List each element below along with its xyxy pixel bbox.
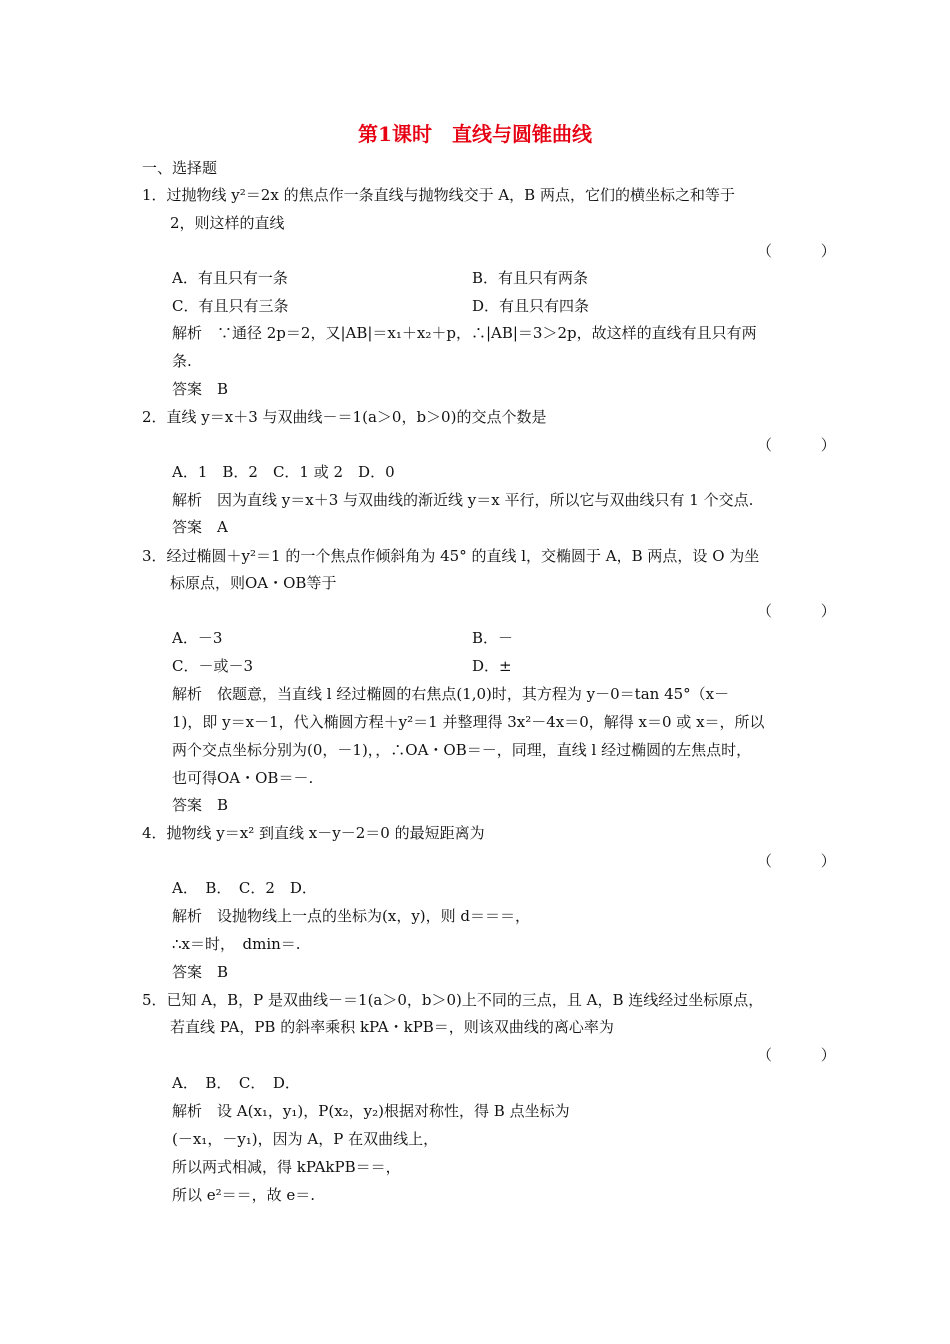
q1-option-d: D．有且只有四条 — [472, 297, 590, 315]
q3-stem-line1: 3．经过椭圆＋y²＝1 的一个焦点作倾斜角为 45° 的直线 l，交椭圆于 A，B 两点，设 O 为坐 — [142, 547, 760, 565]
q3-solution-line3: 两个交点坐标分别为(0，－1)，，∴OA・OB＝－，同理，直线 l 经过椭圆的左焦点时， — [172, 741, 752, 759]
q2-options: A．1 B．2 C．1 或 2 D．0 — [172, 463, 395, 481]
q1-option-c: C．有且只有三条 — [172, 297, 289, 315]
q3-option-b: B．－ — [472, 629, 514, 647]
q5-answer-bracket: （ ） — [757, 1046, 858, 1064]
q4-answer-bracket: （ ） — [757, 852, 858, 870]
q3-option-d: D．± — [472, 657, 512, 675]
q1-stem-line2: 2，则这样的直线 — [170, 214, 285, 232]
q4-answer: 答案 B — [172, 963, 229, 981]
q1-stem-line1: 1．过抛物线 y²＝2x 的焦点作一条直线与抛物线交于 A，B 两点，它们的横坐标之和等于 — [142, 186, 735, 204]
q1-answer: 答案 B — [172, 380, 229, 398]
q3-solution-line4: 也可得OA・OB＝－. — [172, 769, 314, 787]
q4-options: A． B． C．2 D． — [172, 879, 317, 897]
q1-answer-bracket: （ ） — [757, 242, 858, 260]
q3-solution-line1: 解析 依题意，当直线 l 经过椭圆的右焦点(1,0)时，其方程为 y－0＝tan 45°（x－ — [172, 685, 730, 703]
q1-option-b: B．有且只有两条 — [472, 269, 589, 287]
q3-solution-line2: 1)，即 y＝x－1，代入椭圆方程＋y²＝1 并整理得 3x²－4x＝0，解得 x＝0 或 x＝，所以 — [172, 713, 765, 731]
q1-solution-line1: 解析 ∵通径 2p＝2，又|AB|＝x₁＋x₂＋p，∴|AB|＝3＞2p，故这样的直线有且只有两 — [172, 324, 757, 342]
q2-answer: 答案 A — [172, 518, 228, 536]
q4-stem-line1: 4．抛物线 y＝x² 到直线 x－y－2＝0 的最短距离为 — [142, 824, 485, 842]
q5-solution-line2: (－x₁，－y₁)，因为 A，P 在双曲线上， — [172, 1130, 439, 1148]
q1-solution-line2: 条. — [172, 352, 192, 370]
q5-solution-line4: 所以 e²＝＝，故 e＝. — [172, 1186, 316, 1204]
q5-options: A． B． C． D． — [172, 1074, 300, 1092]
q2-answer-bracket: （ ） — [757, 436, 858, 454]
q2-solution-line1: 解析 因为直线 y＝x＋3 与双曲线的渐近线 y＝x 平行，所以它与双曲线只有 1 个交点. — [172, 491, 754, 509]
q5-solution-line1: 解析 设 A(x₁，y₁)，P(x₂，y₂)根据对称性，得 B 点坐标为 — [172, 1102, 570, 1120]
q1-option-a: A．有且只有一条 — [172, 269, 288, 287]
q3-stem-line2: 标原点，则OA・OB等于 — [170, 574, 337, 592]
q4-solution-line1: 解析 设抛物线上一点的坐标为(x，y)，则 d＝＝＝， — [172, 907, 531, 925]
q5-stem-line1: 5．已知 A，B，P 是双曲线－＝1(a＞0，b＞0)上不同的三点，且 A，B 连线经过坐标原点， — [142, 991, 764, 1009]
q3-option-c: C．－或－3 — [172, 657, 254, 675]
q4-solution-line2: ∴x＝时， dmin＝. — [172, 935, 301, 953]
q3-answer: 答案 B — [172, 796, 229, 814]
page-title: 第1课时 直线与圆锥曲线 — [358, 122, 592, 146]
q2-stem-line1: 2．直线 y＝x＋3 与双曲线－＝1(a＞0，b＞0)的交点个数是 — [142, 408, 547, 426]
q3-answer-bracket: （ ） — [757, 602, 858, 620]
q3-option-a: A．－3 — [172, 629, 223, 647]
section-heading: 一、选择题 — [142, 159, 218, 177]
q5-stem-line2: 若直线 PA，PB 的斜率乘积 kPA・kPB＝，则该双曲线的离心率为 — [170, 1018, 614, 1036]
q5-solution-line3: 所以两式相减，得 kPAkPB＝＝， — [172, 1158, 401, 1176]
